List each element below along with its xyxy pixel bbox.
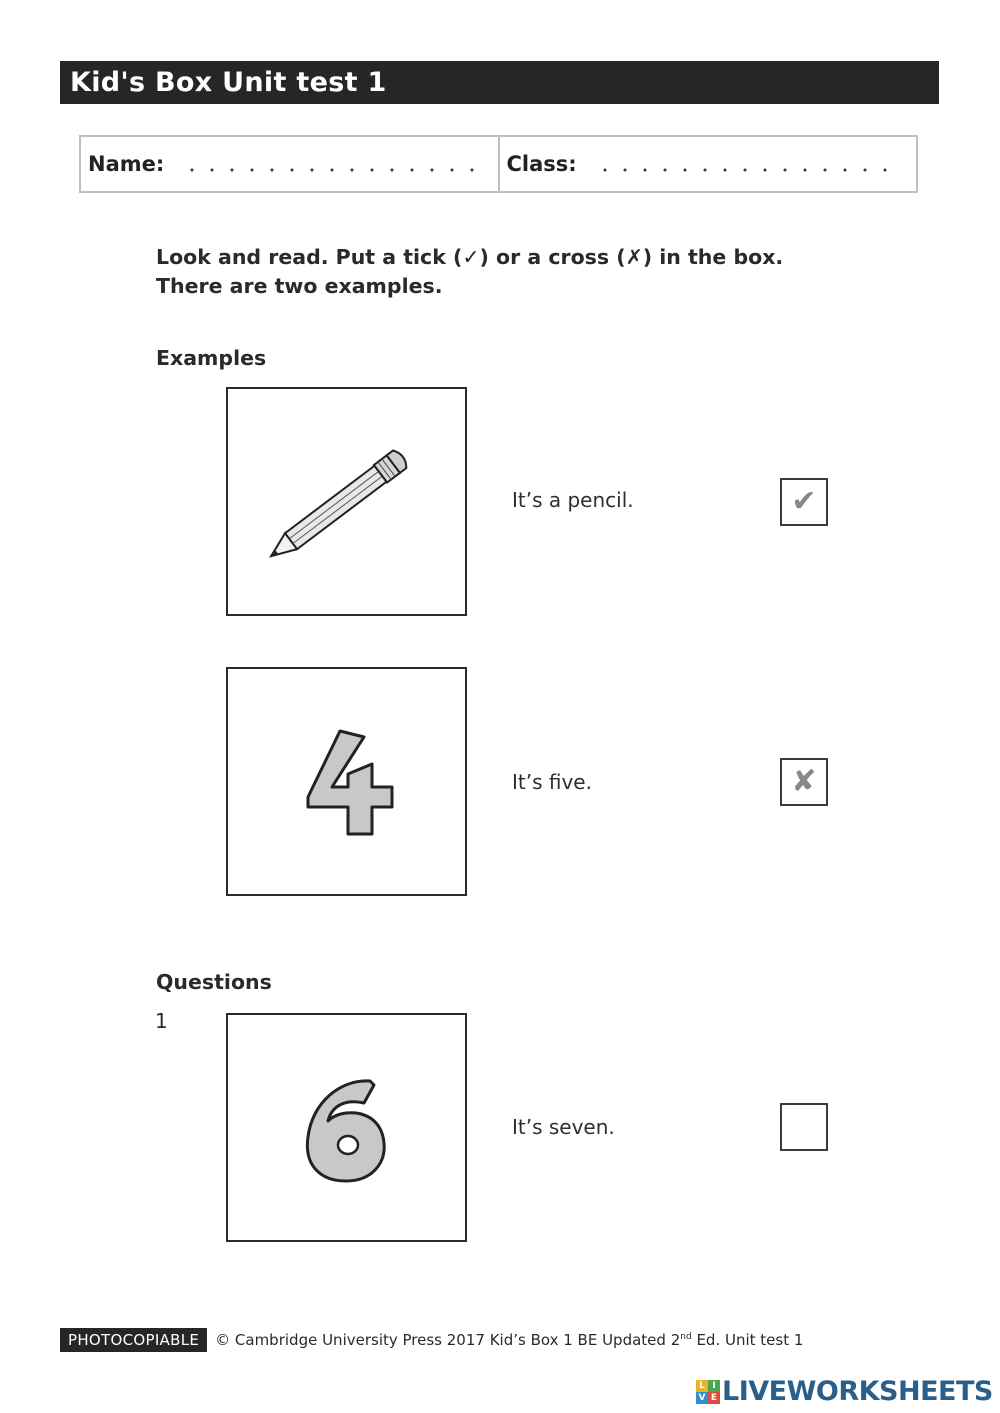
question-1-picture xyxy=(226,1013,467,1242)
copyright-main: © Cambridge University Press 2017 Kid’s Box 1 BE Updated 2 xyxy=(215,1331,681,1349)
liveworksheets-text: LIVEWORKSHEETS xyxy=(722,1376,993,1407)
example-2-answer-box xyxy=(780,758,828,806)
copyright-end: Ed. Unit test 1 xyxy=(691,1331,804,1349)
footer xyxy=(60,1328,803,1352)
example-1-answer-box xyxy=(780,478,828,526)
instruction-line-1: Look and read. Put a tick (✓) or a cross (✗) in the box. xyxy=(156,245,784,269)
photocopiable-badge: PHOTOCOPIABLE xyxy=(60,1328,207,1352)
name-field[interactable] xyxy=(182,168,483,172)
example-2-picture xyxy=(226,667,467,896)
example-2-sentence: It’s five. xyxy=(512,770,592,794)
logo-letter-i: I xyxy=(708,1380,720,1392)
title-bar xyxy=(60,61,939,104)
tick-mark: ✔ xyxy=(791,484,817,519)
liveworksheets-mark xyxy=(696,1380,720,1404)
number-four-icon xyxy=(228,669,465,894)
class-field[interactable] xyxy=(595,168,902,172)
logo-letter-e: E xyxy=(708,1392,720,1404)
liveworksheets-logo xyxy=(696,1376,993,1407)
examples-heading: Examples xyxy=(156,346,267,370)
page-title: Kid's Box Unit test 1 xyxy=(70,67,387,98)
example-1-picture xyxy=(226,387,467,616)
instruction-line-2: There are two examples. xyxy=(156,274,443,298)
question-1-number: 1 xyxy=(155,1009,168,1033)
copyright-superscript: nd xyxy=(680,1332,692,1342)
cross-mark: ✘ xyxy=(791,764,817,799)
class-label: Class: xyxy=(506,152,577,176)
pencil-icon xyxy=(228,389,465,614)
class-cell xyxy=(498,137,917,191)
questions-heading: Questions xyxy=(156,970,272,994)
number-six-icon xyxy=(228,1015,465,1240)
question-1-answer-box[interactable] xyxy=(780,1103,828,1151)
question-1-sentence: It’s seven. xyxy=(512,1115,615,1139)
logo-letter-l: L xyxy=(696,1380,708,1392)
logo-letter-v: V xyxy=(696,1392,708,1404)
instructions xyxy=(156,243,783,301)
example-1-sentence: It’s a pencil. xyxy=(512,488,634,512)
copyright-text xyxy=(215,1331,803,1349)
student-info-table xyxy=(79,135,918,193)
name-label: Name: xyxy=(88,152,165,176)
name-cell xyxy=(81,137,498,191)
